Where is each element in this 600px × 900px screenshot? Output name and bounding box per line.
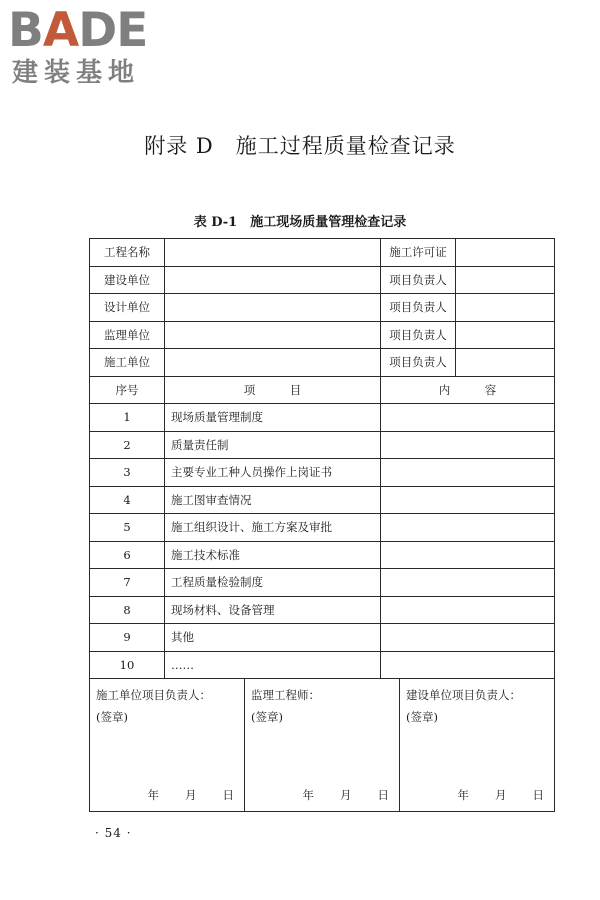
signature-blocks bbox=[90, 679, 554, 811]
table-caption: 表 D-1 施工现场质量管理检查记录 bbox=[193, 215, 407, 230]
signature-role: 建设单位项目负责人： bbox=[406, 688, 521, 702]
row-value-field[interactable] bbox=[165, 349, 381, 377]
item-name: 现场质量管理制度 bbox=[165, 404, 381, 432]
signature-row bbox=[90, 679, 555, 812]
table-row bbox=[90, 596, 555, 624]
table-row bbox=[90, 321, 555, 349]
row-right-label: 项目负责人 bbox=[381, 321, 456, 349]
signature-role: 监理工程师： bbox=[251, 688, 320, 702]
item-number: 8 bbox=[90, 596, 165, 624]
item-number: 4 bbox=[90, 486, 165, 514]
signature-date bbox=[148, 787, 235, 803]
row-right-value-field[interactable] bbox=[456, 294, 555, 322]
date-month: 月 bbox=[185, 788, 197, 802]
table-row bbox=[90, 431, 555, 459]
item-content-field[interactable] bbox=[381, 596, 555, 624]
item-number: 6 bbox=[90, 541, 165, 569]
row-right-label: 项目负责人 bbox=[381, 294, 456, 322]
appendix-title: 附录 D 施工过程质量检查记录 bbox=[144, 134, 456, 158]
date-year: 年 bbox=[147, 788, 159, 802]
contractor-signature-block[interactable] bbox=[90, 679, 245, 811]
date-day: 日 bbox=[532, 788, 544, 802]
signature-stamp-label: (签章) bbox=[406, 710, 438, 724]
row-label: 施工单位 bbox=[90, 349, 165, 377]
item-name: 质量责任制 bbox=[165, 431, 381, 459]
item-number: 10 bbox=[90, 651, 165, 679]
item-content-field[interactable] bbox=[381, 541, 555, 569]
column-header-row bbox=[90, 376, 555, 404]
item-content-field[interactable] bbox=[381, 624, 555, 652]
owner-signature-block[interactable] bbox=[400, 679, 554, 811]
item-name: 主要专业工种人员操作上岗证书 bbox=[165, 459, 381, 487]
table-row bbox=[90, 624, 555, 652]
date-day: 日 bbox=[377, 788, 389, 802]
quality-check-table bbox=[89, 238, 555, 812]
table-row bbox=[90, 569, 555, 597]
date-year: 年 bbox=[302, 788, 314, 802]
table-row bbox=[90, 239, 555, 267]
logo-subtitle: 建装基地 bbox=[12, 58, 141, 88]
signature-role: 施工单位项目负责人： bbox=[96, 688, 211, 702]
table-row bbox=[90, 541, 555, 569]
column-header-content: 内 容 bbox=[381, 376, 555, 404]
item-content-field[interactable] bbox=[381, 569, 555, 597]
table-row bbox=[90, 349, 555, 377]
item-name: 其他 bbox=[165, 624, 381, 652]
supervisor-signature-block[interactable] bbox=[245, 679, 400, 811]
signature-date bbox=[458, 787, 545, 803]
table-row bbox=[90, 651, 555, 679]
checklist-rows bbox=[90, 376, 555, 812]
bade-logo bbox=[8, 3, 178, 92]
item-number: 3 bbox=[90, 459, 165, 487]
row-label: 工程名称 bbox=[90, 239, 165, 267]
item-content-field[interactable] bbox=[381, 404, 555, 432]
date-year: 年 bbox=[457, 788, 469, 802]
row-value-field[interactable] bbox=[165, 321, 381, 349]
item-content-field[interactable] bbox=[381, 431, 555, 459]
signature-stamp-label: (签章) bbox=[96, 710, 128, 724]
item-content-field[interactable] bbox=[381, 514, 555, 542]
header-info-rows bbox=[90, 239, 555, 377]
row-right-value-field[interactable] bbox=[456, 239, 555, 267]
date-month: 月 bbox=[495, 788, 507, 802]
date-month: 月 bbox=[340, 788, 352, 802]
page-number: · 54 · bbox=[95, 826, 132, 840]
row-right-value-field[interactable] bbox=[456, 321, 555, 349]
date-day: 日 bbox=[222, 788, 234, 802]
item-content-field[interactable] bbox=[381, 486, 555, 514]
signature-cell bbox=[90, 679, 555, 812]
item-content-field[interactable] bbox=[381, 459, 555, 487]
item-number: 1 bbox=[90, 404, 165, 432]
item-name: 工程质量检验制度 bbox=[165, 569, 381, 597]
signature-stamp-label: (签章) bbox=[251, 710, 283, 724]
item-name: 施工技术标准 bbox=[165, 541, 381, 569]
item-content-field[interactable] bbox=[381, 651, 555, 679]
item-name: …… bbox=[165, 651, 381, 679]
row-value-field[interactable] bbox=[165, 239, 381, 267]
row-right-label: 项目负责人 bbox=[381, 266, 456, 294]
table-row bbox=[90, 266, 555, 294]
row-right-label: 施工许可证 bbox=[381, 239, 456, 267]
row-right-value-field[interactable] bbox=[456, 349, 555, 377]
row-label: 设计单位 bbox=[90, 294, 165, 322]
row-right-value-field[interactable] bbox=[456, 266, 555, 294]
row-label: 建设单位 bbox=[90, 266, 165, 294]
table-row bbox=[90, 486, 555, 514]
row-value-field[interactable] bbox=[165, 294, 381, 322]
row-label: 监理单位 bbox=[90, 321, 165, 349]
table-row bbox=[90, 514, 555, 542]
item-name: 现场材料、设备管理 bbox=[165, 596, 381, 624]
item-number: 9 bbox=[90, 624, 165, 652]
column-header-no: 序号 bbox=[90, 376, 165, 404]
row-right-label: 项目负责人 bbox=[381, 349, 456, 377]
logo-wordmark: BADE bbox=[8, 3, 148, 58]
item-number: 7 bbox=[90, 569, 165, 597]
table-row bbox=[90, 294, 555, 322]
item-number: 5 bbox=[90, 514, 165, 542]
item-name: 施工组织设计、施工方案及审批 bbox=[165, 514, 381, 542]
table-row bbox=[90, 404, 555, 432]
item-name: 施工图审查情况 bbox=[165, 486, 381, 514]
table-row bbox=[90, 459, 555, 487]
row-value-field[interactable] bbox=[165, 266, 381, 294]
item-number: 2 bbox=[90, 431, 165, 459]
signature-date bbox=[303, 787, 390, 803]
column-header-item: 项 目 bbox=[165, 376, 381, 404]
